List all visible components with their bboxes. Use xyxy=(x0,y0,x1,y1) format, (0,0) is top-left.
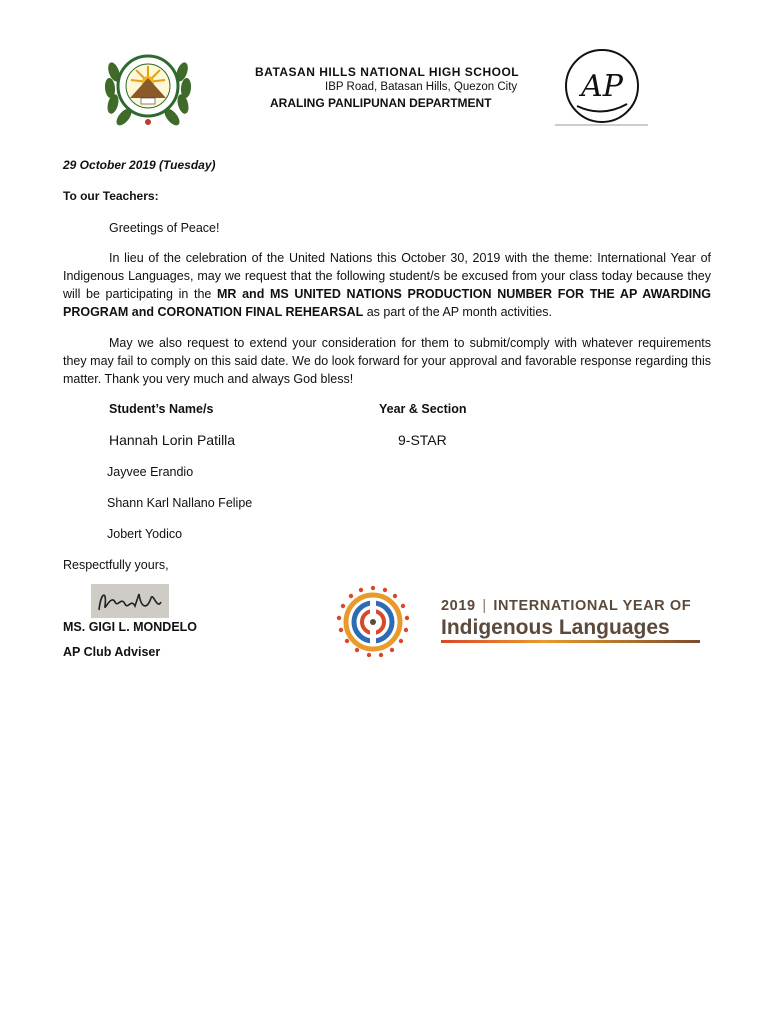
iyil-title-line1 xyxy=(441,598,691,614)
ap-monogram-icon xyxy=(555,46,648,126)
department-name: ARALING PANLIPUNAN DEPARTMENT xyxy=(270,96,492,110)
student-name: Hannah Lorin Patilla xyxy=(109,432,236,448)
student-name: Shann Karl Nallano Felipe xyxy=(107,496,253,510)
school-address: IBP Road, Batasan Hills, Quezon City xyxy=(325,81,518,93)
event-name: MR and MS UNITED NATIONS PRODUCTION NUMBER FOR THE AP AWARDING PROGRAM and CORONATION FINAL REHEARSAL xyxy=(63,287,711,319)
school-seal-icon xyxy=(100,42,196,130)
school-name: BATASAN HILLS NATIONAL HIGH SCHOOL xyxy=(255,65,520,79)
closing-text: Respectfully yours, xyxy=(63,558,169,572)
paragraph-request xyxy=(63,249,711,321)
signer-name: MS. GIGI L. MONDELO xyxy=(63,620,198,634)
student-name: Jayvee Erandio xyxy=(107,465,194,479)
student-name: Jobert Yodico xyxy=(107,527,183,541)
iyil-heading: INTERNATIONAL YEAR OF xyxy=(493,598,692,614)
iyil-title-line2: Indigenous Languages xyxy=(441,616,670,639)
handwritten-signature-icon xyxy=(91,584,169,618)
iyil-separator: | xyxy=(482,598,487,614)
salutation: To our Teachers: xyxy=(63,189,159,203)
paragraph-request-text-1: In lieu of the celebration of the United Nations this October 30, 2019 with the theme: International Year of Indigenous Languages, may we request that the following student/s be excused from your class today because they will be participating in the xyxy=(63,251,711,301)
student-name-header: Student’s Name/s xyxy=(109,402,214,416)
iyil-underline xyxy=(441,640,700,643)
letter-date: 29 October 2019 (Tuesday) xyxy=(63,158,216,172)
greeting: Greetings of Peace! xyxy=(109,221,220,235)
paragraph-request-text-2: as part of the AP month activities. xyxy=(363,305,552,319)
year-section-header: Year & Section xyxy=(379,402,467,416)
iyil-year: 2019 xyxy=(441,598,476,614)
signer-role: AP Club Adviser xyxy=(63,645,161,659)
paragraph-consideration: May we also request to extend your consideration for them to submit/comply with whatever requirements they may fail to comply on this said date. We do look forward for your approval and favorable response regarding this matter. Thank you very much and always God bless! xyxy=(63,336,711,386)
iyil-emblem-icon xyxy=(333,584,413,660)
ap-monogram-text: AP xyxy=(581,69,623,104)
student-section: 9-STAR xyxy=(398,432,447,448)
